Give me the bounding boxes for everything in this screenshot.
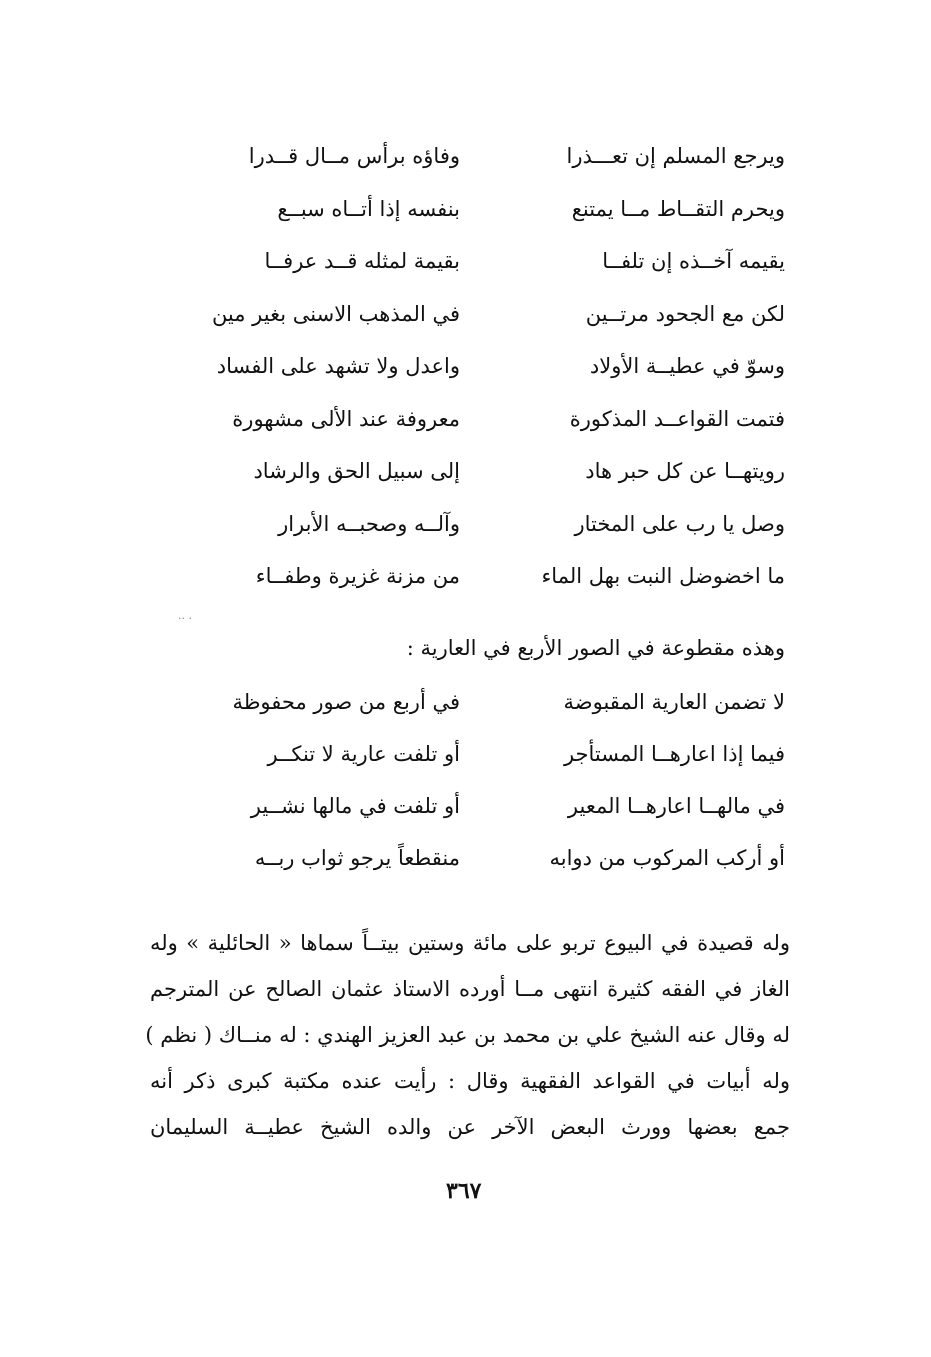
verse-first-hemistich: ويرجع المسلم إن تعـــذرا <box>566 144 785 168</box>
verse-line <box>175 445 785 498</box>
verse-second-hemistich: إلى سبيل الحق والرشاد <box>253 459 460 483</box>
verse-first-hemistich: ما اخضوضل النبت بهل الماء <box>541 564 785 588</box>
verse-first-hemistich: وصل يا رب على المختار <box>574 511 785 536</box>
scan-speck: ·· · <box>178 612 192 625</box>
verse-line <box>175 832 785 884</box>
verse-first-hemistich: وسوّ في عطيــة الأولاد <box>589 354 785 378</box>
verse-second-hemistich: بقيمة لمثله قــد عرفــا <box>264 249 460 273</box>
verse-second-hemistich: واعدل ولا تشهد على الفساد <box>216 354 460 378</box>
verse-second-hemistich: وآلــه وصحبــه الأبرار <box>278 511 460 536</box>
verse-line <box>175 235 785 288</box>
verse-first-hemistich: لا تضمن العارية المقبوضة <box>563 690 785 714</box>
verse-first-hemistich: ويحرم التقــاط مــا يمتنع <box>571 196 785 221</box>
verse-first-hemistich: لكن مع الجحود مرتــين <box>585 301 785 326</box>
verse-second-hemistich: بنفسه إذا أتــاه سبــع <box>277 196 460 221</box>
verse-second-hemistich: أو تلفت في مالها نشــير <box>250 794 460 818</box>
prose-line: له وقال عنه الشيخ علي بن محمد بن عبد العزيز الهندي : له منــاك ( نظم ) <box>145 1023 790 1047</box>
poem-block-2 <box>175 676 785 884</box>
verse-first-hemistich: في مالهــا اعارهــا المعير <box>567 794 785 818</box>
verse-line <box>175 393 785 446</box>
verse-line <box>175 130 785 183</box>
verse-second-hemistich: وفاؤه برأس مــال قــدرا <box>248 144 460 168</box>
page-number: ٣٦٧ <box>446 1178 482 1204</box>
verse-second-hemistich: في المذهب الاسنى بغير مين <box>211 301 460 326</box>
verse-line <box>175 340 785 393</box>
verse-line <box>175 550 785 603</box>
verse-line <box>175 498 785 551</box>
verse-line <box>175 288 785 341</box>
poem-block-1 <box>175 130 785 603</box>
verse-second-hemistich: أو تلفت عارية لا تنكــر <box>267 742 460 766</box>
verse-line <box>175 780 785 832</box>
verse-second-hemistich: معروفة عند الألى مشهورة <box>232 406 460 431</box>
verse-first-hemistich: فيما إذا اعارهــا المستأجر <box>563 742 785 766</box>
verse-line <box>175 676 785 728</box>
prose-paragraph <box>145 920 790 1150</box>
prose-line: وله أبيات في القواعد الفقهية وقال : رأيت عنده مكتبة كبرى ذكر أنه <box>150 1069 790 1093</box>
verse-second-hemistich: في أربع من صور محفوظة <box>232 690 460 714</box>
verse-line <box>175 183 785 236</box>
verse-second-hemistich: من مزنة غزيرة وطفــاء <box>255 564 460 588</box>
prose-line: جمع بعضها وورث البعض الآخر عن والده الشيخ عطيــة السليمان <box>150 1115 790 1139</box>
section-heading: وهذه مقطوعة في الصور الأربع في العارية : <box>406 636 785 660</box>
verse-line <box>175 728 785 780</box>
verse-second-hemistich: منقطعاً يرجو ثواب ربــه <box>254 846 460 870</box>
verse-first-hemistich: أو أركب المركوب من دوابه <box>549 846 785 870</box>
verse-first-hemistich: فتمت القواعــد المذكورة <box>569 406 785 431</box>
prose-line: وله قصيدة في البيوع تربو على مائة وستين بيتــاً سماها « الحائلية » وله <box>150 931 790 955</box>
verse-first-hemistich: يقيمه آخــذه إن تلفــا <box>602 249 785 273</box>
prose-line: الغاز في الفقه كثيرة انتهى مــا أورده الاستاذ عثمان الصالح عن المترجم <box>150 977 790 1001</box>
verse-first-hemistich: رويتهــا عن كل حبر هاد <box>585 459 785 483</box>
